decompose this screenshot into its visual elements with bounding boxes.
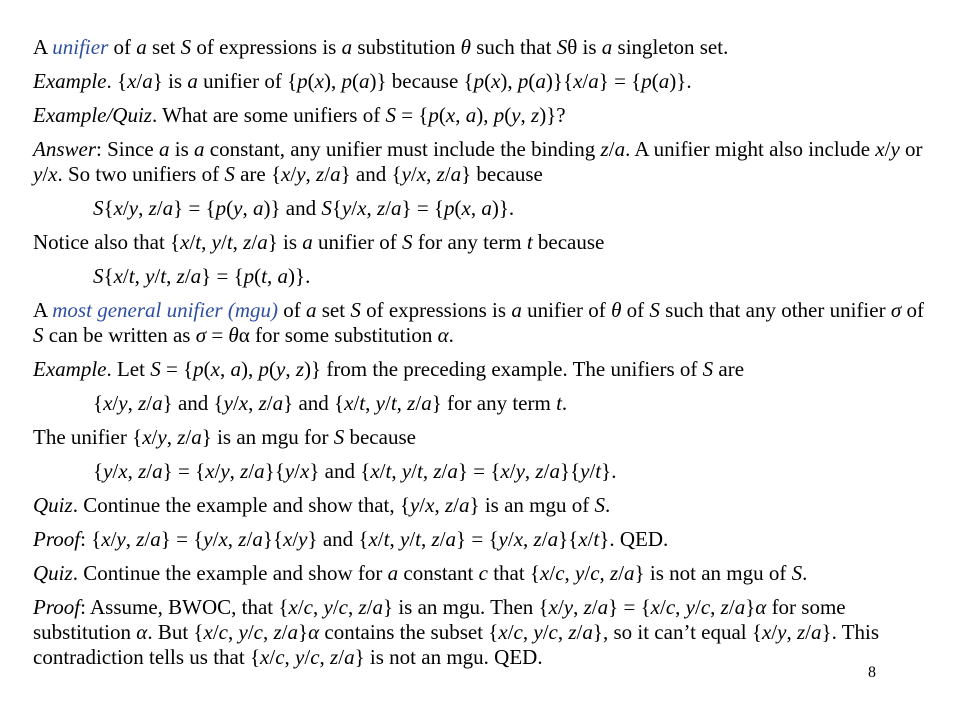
mgu-claim: The unifier {x/y, z/a} is an mgu for S because: [33, 425, 416, 449]
mgu-example: Example. Let S = {p(x, a), p(y, z)} from the preceding example. The unifiers of S are: [33, 357, 745, 381]
answer-equations: S{x/y, z/a} = {p(y, a)} and S{y/x, z/a} = {p(x, a)}.: [93, 196, 515, 220]
page-number: 8: [868, 664, 876, 681]
proof-2: Proof: Assume, BWOC, that {x/c, y/c, z/a} is an mgu. Then {x/y, z/a} = {x/c, y/c, z/a}α for some substitution α. But {x/c, y/c, z/a}α contains the subset {x/c, y/c, z/a}, so it can’t equal {x/y, z/a}. This contradiction tells us that {x/c, y/c, z/a} is not an mgu. QED.: [33, 595, 880, 669]
example-quiz: Example/Quiz. What are some unifiers of S = {p(x, a), p(y, z)}?: [33, 103, 566, 127]
unifier-example: Example. {x/a} is a unifier of {p(x), p(a)} because {p(x), p(a)}{x/a} = {p(a)}.: [33, 69, 692, 93]
notice-line: Notice also that {x/t, y/t, z/a} is a unifier of S for any term t because: [33, 230, 605, 254]
notice-equation: S{x/t, y/t, z/a} = {p(t, a)}.: [93, 264, 311, 288]
mgu-claim-equations: {y/x, z/a} = {x/y, z/a}{y/x} and {x/t, y/t, z/a} = {x/y, z/a}{y/t}.: [93, 459, 617, 483]
unifier-definition: A unifier of a set S of expressions is a substitution θ such that Sθ is a singleton set.: [33, 35, 729, 59]
quiz-2: Quiz. Continue the example and show for a constant c that {x/c, y/c, z/a} is not an mgu of S.: [33, 561, 808, 585]
proof-1: Proof: {x/y, z/a} = {y/x, z/a}{x/y} and {x/t, y/t, z/a} = {y/x, z/a}{x/t}. QED.: [33, 527, 669, 551]
answer-paragraph: Answer: Since a is a constant, any unifier must include the binding z/a. A unifier might also include x/y or y/x. So two unifiers of S are {x/y, z/a} and {y/x, z/a} because: [33, 137, 923, 186]
mgu-definition: A most general unifier (mgu) of a set S of expressions is a unifier of θ of S such that any other unifier σ of S can be written as σ = θα for some substitution α.: [33, 298, 924, 347]
quiz-1: Quiz. Continue the example and show that, {y/x, z/a} is an mgu of S.: [33, 493, 611, 517]
mgu-example-unifiers: {x/y, z/a} and {y/x, z/a} and {x/t, y/t, z/a} for any term t.: [93, 391, 568, 415]
slide-body: [33, 35, 938, 670]
